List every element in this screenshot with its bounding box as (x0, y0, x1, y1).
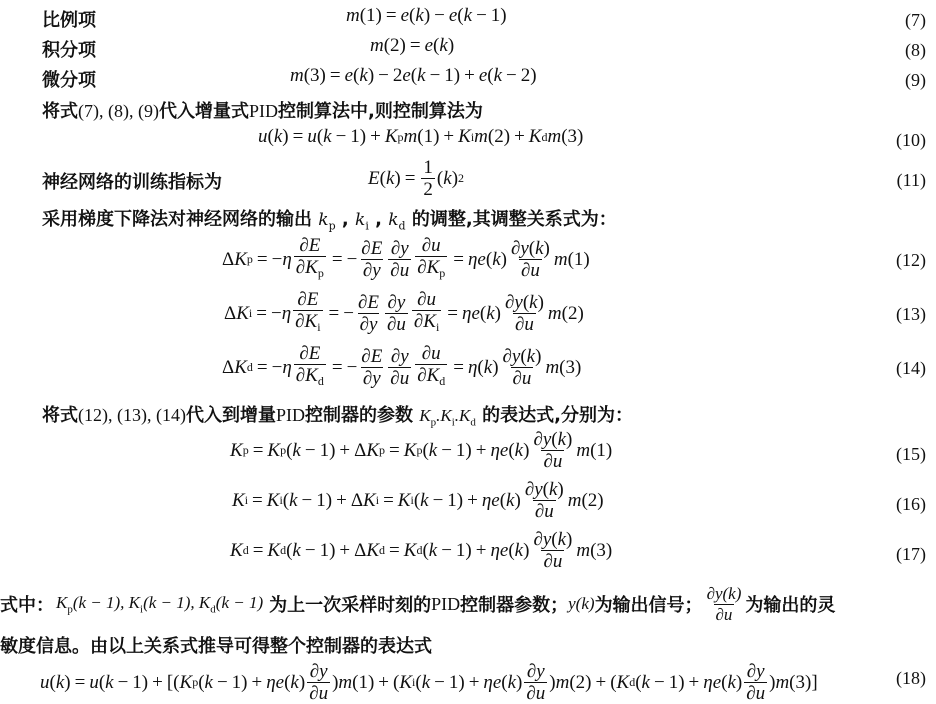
eq-number-13: (13) (896, 304, 926, 324)
text-t1c: 控制算法中,则控制算法为 (277, 101, 483, 122)
symbol-yk: y(k) (568, 594, 595, 613)
symbol-kd: $k_d$ (388, 210, 406, 233)
text-t5-pid: PID (431, 593, 461, 614)
equation-row-8 (0, 32, 936, 62)
symbol-prev-params: $K_p(k - 1)$, $K_i(k - 1)$, $K_d(k - 1)$ (56, 592, 264, 616)
text-t4d: 的表达式,分别为： (482, 405, 633, 426)
equation-row-11 (0, 158, 936, 200)
formula-10: u ( k ) = u ( k − 1) + K p m (1) + K i m (2) + K d m (3) (258, 126, 584, 147)
formula-14: Δ K d = − η $\frac{\partial E}{\partial K_d}$ = − $\frac{\partial E}{\partial y}$ $\frac{\partial y}{\partial u}$ $\frac{\partial u}{\partial K_d}$ = η ( k ) $\frac{\partial y(k)}{\partial u}$ m (3) (222, 343, 582, 389)
text-line-gradient: 采用梯度下降法对神经网络的输出 $k_p$ , $k_i$ , $k_d$ 的调整,其调整关系式为： (42, 209, 617, 233)
text-line-substitute-1 (0, 94, 936, 122)
text-t4a: 将式 (42, 405, 78, 426)
equation-row-18 (0, 661, 936, 704)
text-t1b: 代入增量式 (158, 101, 249, 122)
fraction-half: $\frac{1}{2}$ (423, 157, 433, 200)
text-training-index: 神经网络的训练指标为 (42, 172, 222, 193)
label-integral: 积分项 (42, 40, 96, 61)
text-t5b: 为上一次采样时刻的 (269, 595, 432, 616)
fraction-sensitivity: $\frac{\partial y(k)}{\partial u}$ (706, 583, 742, 624)
symbol-ki: $k_i$ (355, 210, 369, 233)
formula-18: u ( k ) = u ( k − 1) + [( K p ( k − 1) + η e ( k ) $\frac{\partial y}{\partial u}$ ) m (1) + ( K i ( k − 1) + η e ( k ) $\frac{\partial y}{\partial u}$ ) m (2) + ( K d ( k − 1) + η e ( k ) $\frac{\partial y}{\partial u}$ ) m (3)] (40, 661, 818, 704)
formula-11: E ( k ) = $\frac{1}{2}$ ( k ) 2 (368, 157, 465, 200)
equation-row-10 (0, 122, 936, 154)
eq-number-17: (17) (896, 544, 926, 564)
text-t5c: 控制器参数； (460, 595, 569, 616)
label-derivative: 微分项 (42, 70, 96, 91)
equation-row-16 (0, 480, 936, 528)
formula-17: K d = K d ( k − 1) + Δ K d = K d ( k − 1) + η e ( k ) $\frac{\partial y(k)}{\partial u}$ m (3) (230, 529, 613, 572)
symbol-kp: $k_p$ (318, 210, 336, 233)
formula-12: Δ K p = − η $\frac{\partial E}{\partial K_p}$ = − $\frac{\partial E}{\partial y}$ $\frac{\partial y}{\partial u}$ $\frac{\partial u}{\partial K_p}$ = η e ( k ) $\frac{\partial y(k)}{\partial u}$ m (1) (222, 235, 590, 281)
equation-row-7 (0, 2, 936, 32)
symbol-kp-ki-kd: $K_p.K_i.K_d$ (419, 406, 476, 429)
text-t6: 敏度信息。由以上关系式推导可得整个控制器的表达式 (0, 636, 432, 657)
formula-7: m (1) = e ( k ) − e ( k − 1) (346, 5, 507, 26)
text-t4c: 控制器的参数 (304, 405, 413, 426)
text-t1a: 将式 (42, 101, 78, 122)
equation-row-13 (0, 290, 936, 338)
eq-number-10: (10) (896, 130, 926, 150)
equation-row-12 (0, 236, 936, 284)
formula-15: K p = K p ( k − 1) + Δ K p = K p ( k − 1) + η e ( k ) $\frac{\partial y(k)}{\partial u}$ m (1) (230, 429, 613, 472)
eq-number-15: (15) (896, 444, 926, 464)
formula-9: m (3) = e ( k ) − 2 e ( k − 1) + e ( k − 2) (290, 65, 537, 86)
text-t1-pid: PID (248, 101, 278, 121)
formula-8: m (2) = e ( k ) (370, 35, 455, 56)
text-t4b: 代入到增量 (185, 405, 276, 426)
text-line-substitute-2 (0, 398, 936, 429)
eq-number-8: (8) (905, 40, 926, 60)
text-line-where (0, 582, 936, 626)
eq-number-14: (14) (896, 358, 926, 378)
text-t4-pid: PID (275, 405, 305, 425)
label-proportional: 比例项 (42, 10, 96, 31)
text-t5d: 为输出信号； (594, 595, 703, 616)
eq-number-12: (12) (896, 250, 926, 270)
eq-number-16: (16) (896, 494, 926, 514)
equation-row-17 (0, 530, 936, 578)
text-t5e: 为输出的灵 (745, 595, 836, 616)
text-line-sensitivity (0, 630, 936, 658)
text-t4-refs: (12), (13), (14) (78, 405, 186, 425)
equation-row-9 (0, 62, 936, 92)
formula-16: K i = K i ( k − 1) + Δ K i = K i ( k − 1) + η e ( k ) $\frac{\partial y(k)}{\partial u}$ m (2) (232, 479, 604, 522)
text-t1-refs: (7), (8), (9) (78, 101, 159, 121)
eq-number-9: (9) (905, 70, 926, 90)
text-t3b: 的调整,其调整关系式为： (411, 209, 617, 230)
eq-number-11: (11) (896, 170, 926, 190)
formula-13: Δ K i = − η $\frac{\partial E}{\partial K_i}$ = − $\frac{\partial E}{\partial y}$ $\frac{\partial y}{\partial u}$ $\frac{\partial u}{\partial K_i}$ = η e ( k ) $\frac{\partial y(k)}{\partial u}$ m (2) (224, 289, 584, 335)
equation-row-14 (0, 344, 936, 392)
eq-number-7: (7) (905, 10, 926, 30)
text-t3a: 采用梯度下降法对神经网络的输出 (42, 209, 312, 230)
equation-row-15 (0, 430, 936, 478)
text-t5a: 式中： (0, 595, 54, 616)
eq-number-18: (18) (896, 668, 926, 688)
